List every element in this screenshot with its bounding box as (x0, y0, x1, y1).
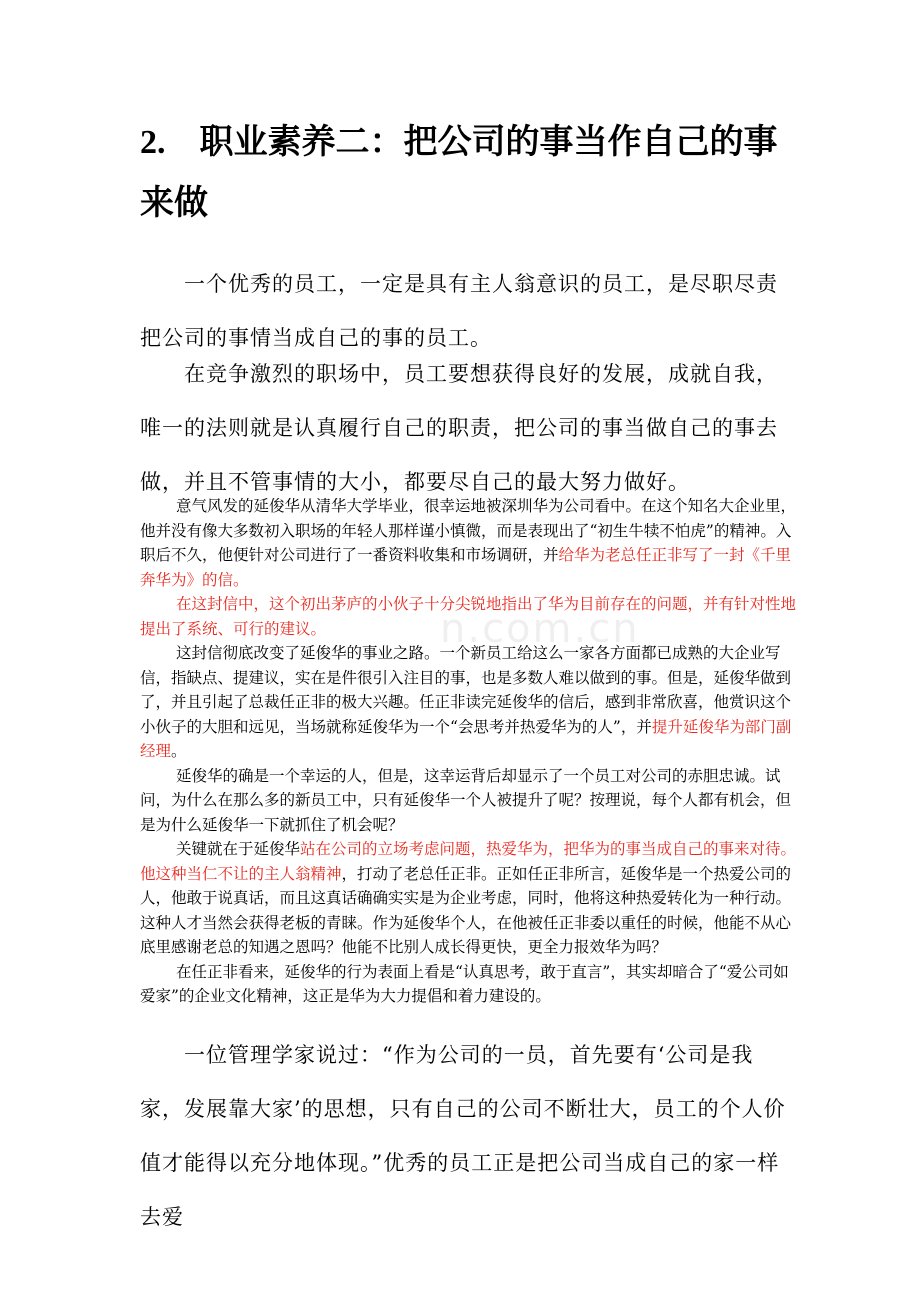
story-paragraph-2: 在这封信中，这个初出茅庐的小伙子十分尖锐地指出了华为目前存在的问题，并有针对性地提出了系统、可行的建议。 (140, 595, 797, 638)
story-block (140, 494, 800, 1009)
intro-paragraph-2: 在竞争激烈的职场中，员工要想获得良好的发展，成就自我，唯一的法则就是认真履行自己的职责，把公司的事当做自己的事去做，并且不管事情的大小，都要尽自己的最大努力做好。 (140, 362, 778, 494)
highlight-ownership: 站在公司的立场考虑问题，热爱华为，把华为的事当成自己的事来对待。他这种当仁不让的主人翁精神 (140, 840, 797, 883)
story-paragraph-4: 延俊华的确是一个幸运的人，但是，这幸运背后却显示了一个员工对公司的赤胆忠诚。试问，为什么在那么多的新员工中，只有延俊华一个人被提升了呢？按理说，每个人都有机会，但是为什么延俊华一下就抓住了机会呢？ (140, 766, 792, 834)
section-number: 2. (140, 124, 166, 161)
intro-paragraph-1: 一个优秀的员工，一定是具有主人翁意识的员工，是尽职尽责把公司的事情当成自己的事的员工。 (140, 272, 778, 350)
watermark: n.com.cn (440, 606, 640, 652)
section-heading (140, 112, 800, 233)
section-title: 职业素养二：把公司的事当作自己的事来做 (140, 122, 778, 223)
highlight-promotion: 提升延俊华为部门副经理 (140, 717, 792, 760)
story-paragraph-6: 在任正非看来，延俊华的行为表面上看是“认真思考，敢于直言”，其实却暗合了“爱公司如爱家”的企业文化精神，这正是华为大力提倡和着力建设的。 (140, 962, 789, 1005)
story-paragraph-1: 意气风发的延俊华从清华大学毕业，很幸运地被深圳华为公司看中。在这个知名大企业里，他并没有像大多数初入职场的年轻人那样谨小慎微，而是表现出了“初生牛犊不怕虎”的精神。入职后不久，他便针对公司进行了一番资料收集和市场调研，并给华为老总任正非写了一封《千里奔华为》的信。 (140, 497, 797, 589)
highlight-letter: 给华为老总任正非写了一封《千里奔华为》的信。 (140, 546, 792, 589)
story-paragraph-5: 关键就在于延俊华站在公司的立场考虑问题，热爱华为，把华为的事当成自己的事来对待。他这种当仁不让的主人翁精神，打动了老总任正非。正如任正非所言，延俊华是一个热爱公司的人，他敢于说真话，而且这真话确确实实是为企业考虑，同时，他将这种热爱转化为一种行动。这种人才当然会获得老板的青睐。作为延俊华个人，在他被任正非委以重任的时候，他能不从心底里感谢老总的知遇之恩吗？他能不比别人成长得更快，更全力报效华为吗？ (140, 840, 797, 956)
closing-paragraph: 一位管理学家说过：“作为公司的一员，首先要有‘公司是我家，发展靠大家’的思想，只有自己的公司不断壮大，员工的个人价值才能得以充分地体现。”优秀的员工正是把公司当成自己的家一样去爱 (140, 1043, 786, 1229)
story-paragraph-3: 这封信彻底改变了延俊华的事业之路。一个新员工给这么一家各方面都已成熟的大企业写信，指缺点、提建议，实在是件很引入注目的事，也是多数人难以做到的事。但是，延俊华做到了，并且引起了总裁任正非的极大兴趣。任正非读完延俊华的信后，感到非常欣喜，他赏识这个小伙子的大胆和远见，当场就称延俊华为一个“会思考并热爱华为的人”，并提升延俊华为部门副经理。 (140, 644, 792, 760)
